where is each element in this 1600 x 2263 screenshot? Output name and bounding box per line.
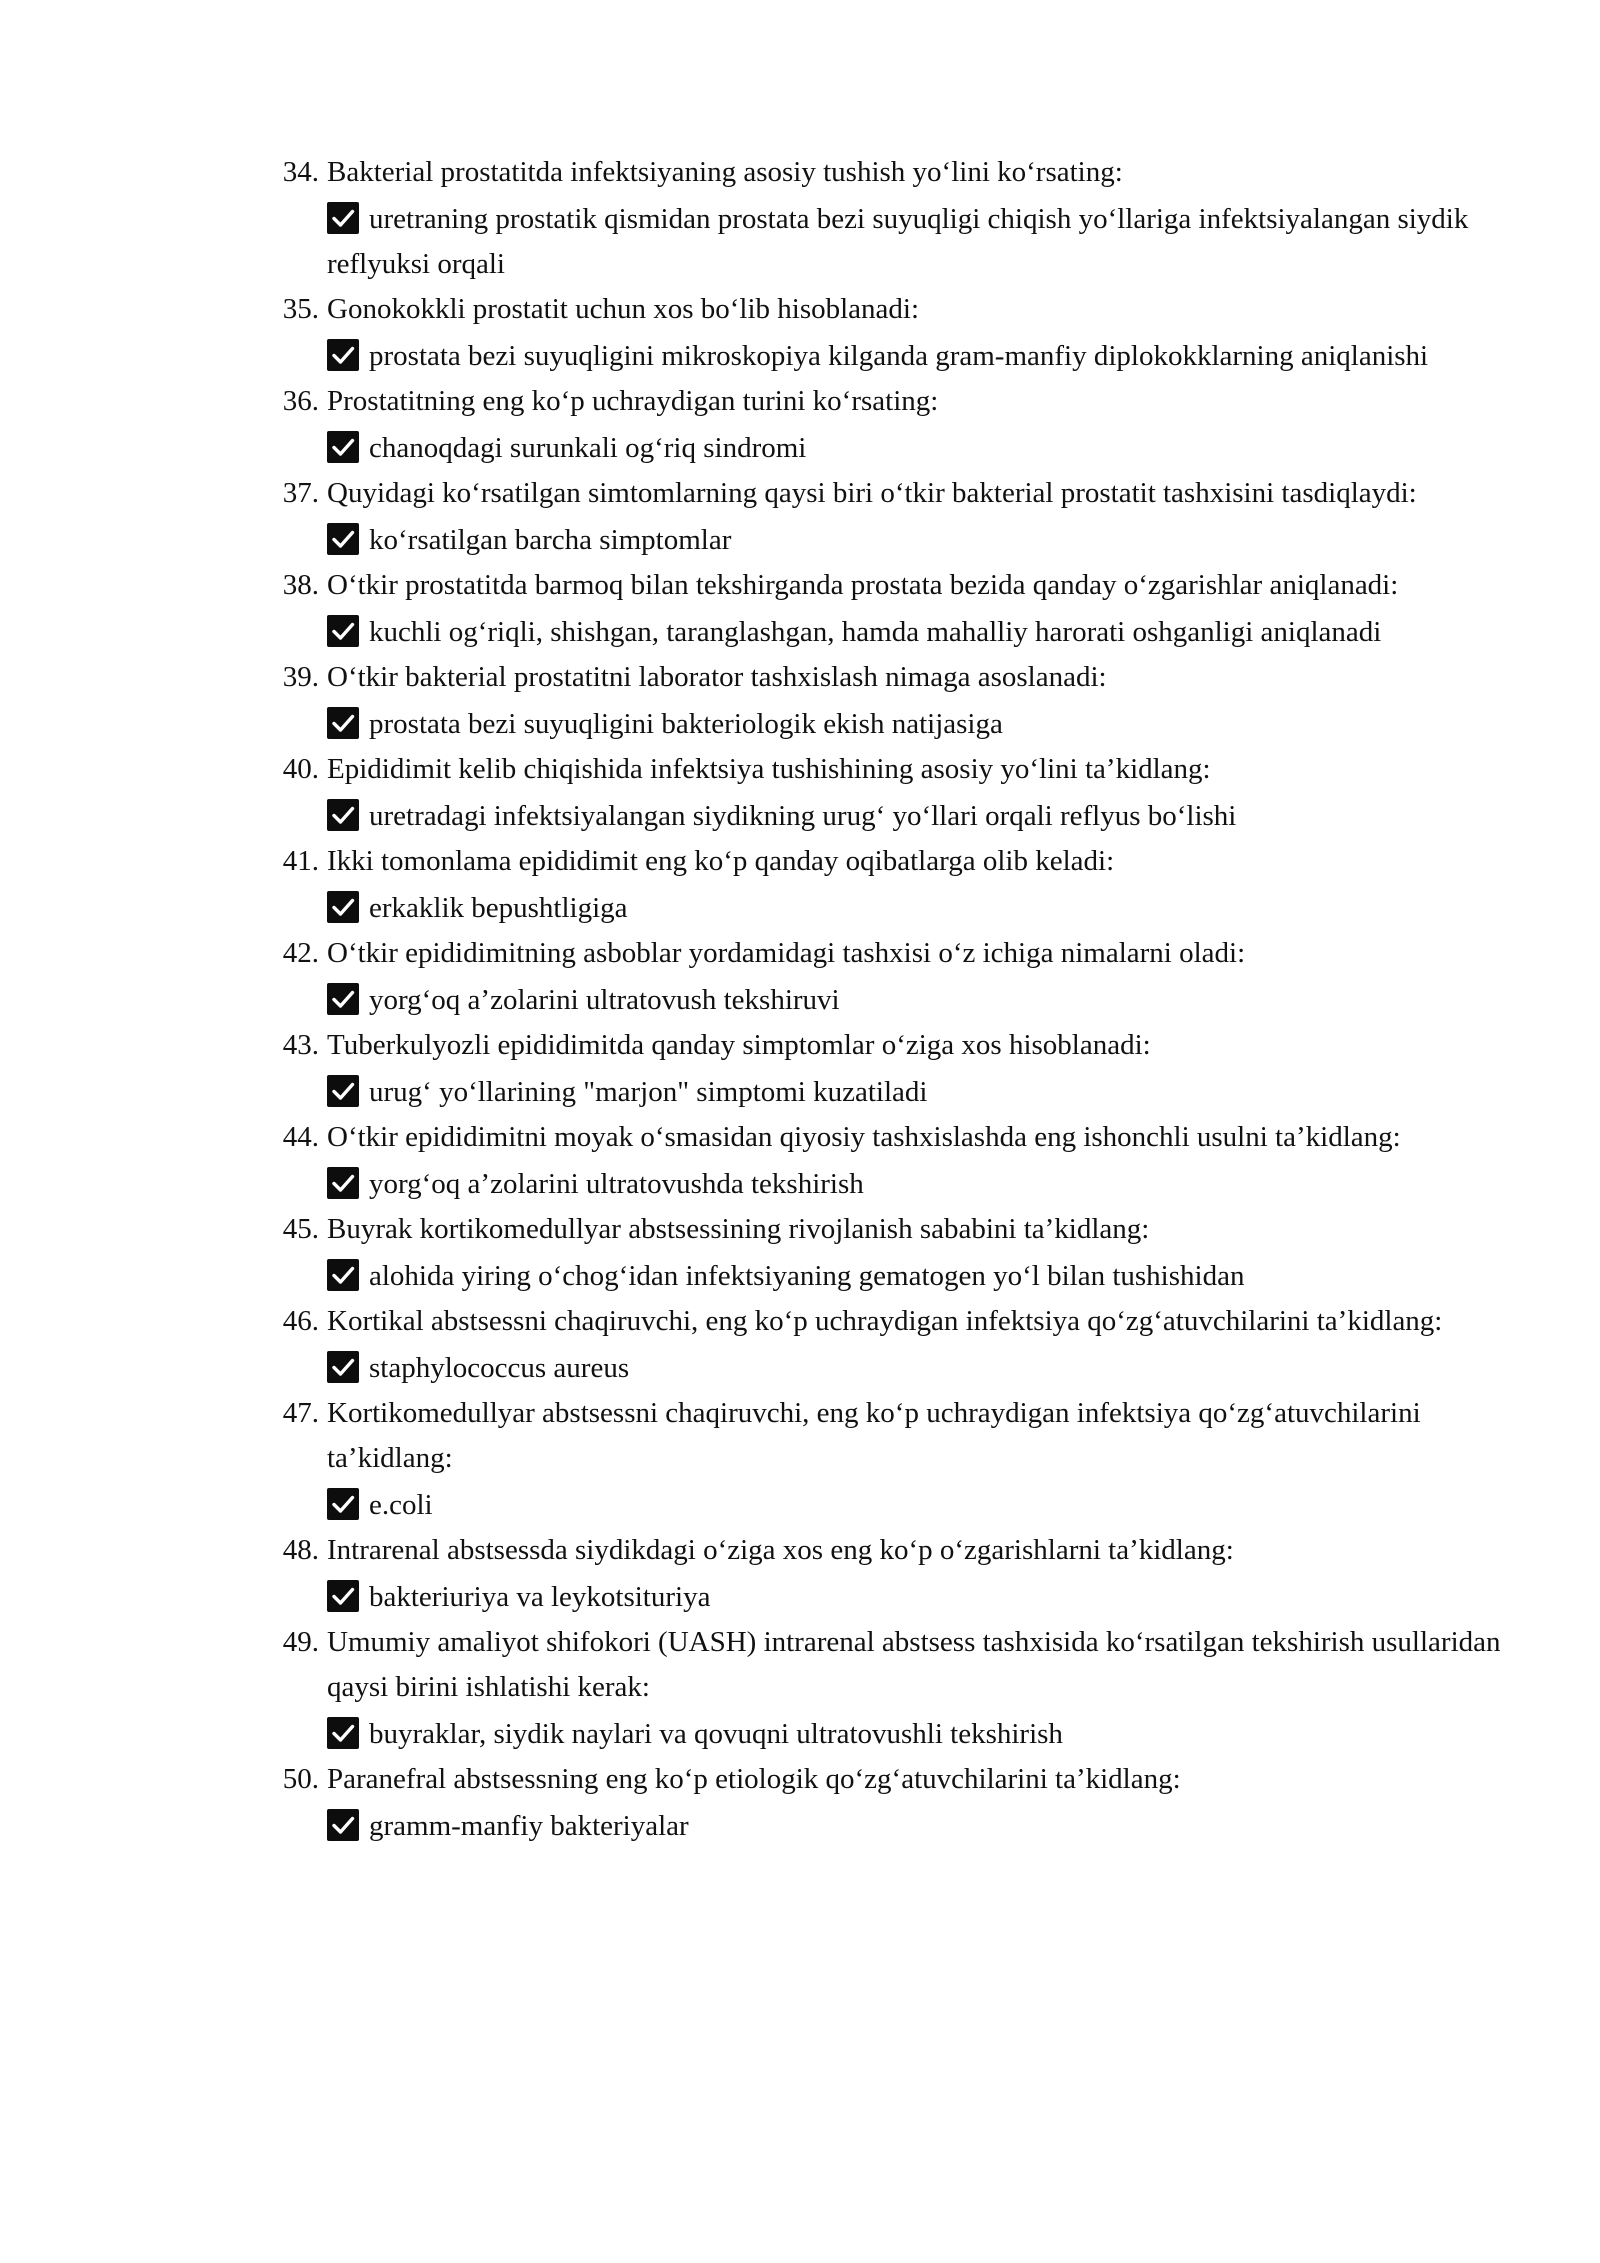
question-number: 42.	[282, 937, 319, 969]
checkbox-checked-icon	[327, 1351, 359, 1383]
question-number: 45.	[282, 1213, 319, 1245]
checkbox-checked-icon	[327, 202, 359, 234]
answer-text: bakteriuriya va leykotsituriya	[369, 1581, 711, 1613]
checkbox-checked-icon	[327, 523, 359, 555]
question-text: O‘tkir bakterial prostatitni laborator tashxislash nimaga asoslanadi:	[327, 661, 1107, 693]
checkbox-checked-icon	[327, 799, 359, 831]
question-item	[275, 1299, 1520, 1344]
answer-text: e.coli	[369, 1489, 433, 1521]
answer-item	[275, 1346, 1520, 1391]
question-number: 35.	[282, 293, 319, 325]
question-text: Epididimit kelib chiqishida infektsiya tushishining asosiy yo‘lini ta’kidlang:	[327, 753, 1211, 785]
question-number: 37.	[282, 477, 319, 509]
answer-text: yorg‘oq a’zolarini ultratovushda tekshirish	[369, 1168, 864, 1200]
question-number: 47.	[282, 1397, 319, 1429]
question-number: 38.	[282, 569, 319, 601]
answer-text: kuchli og‘riqli, shishgan, taranglashgan, hamda mahalliy harorati oshganligi aniqlanadi	[369, 616, 1382, 648]
answer-item	[275, 978, 1520, 1023]
answer-item	[275, 1712, 1520, 1757]
answer-item	[275, 1804, 1520, 1849]
question-item	[275, 1023, 1520, 1068]
answer-text: urug‘ yo‘llarining "marjon" simptomi kuzatiladi	[369, 1076, 928, 1108]
checkbox-checked-icon	[327, 431, 359, 463]
question-text: O‘tkir epididimitni moyak o‘smasidan qiyosiy tashxislashda eng ishonchli usulni ta’kidlang:	[327, 1121, 1401, 1153]
question-text: Gonokokkli prostatit uchun xos bo‘lib hisoblanadi:	[327, 293, 920, 325]
answer-item	[275, 1254, 1520, 1299]
question-item	[275, 931, 1520, 976]
question-text: Paranefral abstsessning eng ko‘p etiologik qo‘zg‘atuvchilarini ta’kidlang:	[327, 1763, 1181, 1795]
question-number: 43.	[282, 1029, 319, 1061]
answer-text: buyraklar, siydik naylari va qovuqni ultratovushli tekshirish	[369, 1718, 1063, 1750]
checkbox-checked-icon	[327, 1259, 359, 1291]
answer-text: chanoqdagi surunkali og‘riq sindromi	[369, 432, 807, 464]
question-list	[275, 150, 1520, 1849]
question-item	[275, 379, 1520, 424]
checkbox-checked-icon	[327, 1580, 359, 1612]
checkbox-checked-icon	[327, 1075, 359, 1107]
checkbox-checked-icon	[327, 707, 359, 739]
question-item	[275, 150, 1520, 195]
question-number: 34.	[282, 156, 319, 188]
question-item	[275, 471, 1520, 516]
checkbox-checked-icon	[327, 1809, 359, 1841]
answer-item	[275, 1070, 1520, 1115]
question-item	[275, 1207, 1520, 1252]
checkbox-checked-icon	[327, 1488, 359, 1520]
answer-text: uretraning prostatik qismidan prostata bezi suyuqligi chiqish yo‘llariga infektsiyalangan siydik reflyuksi orqali	[327, 203, 1469, 280]
question-number: 44.	[282, 1121, 319, 1153]
question-number: 36.	[282, 385, 319, 417]
question-item	[275, 1528, 1520, 1573]
question-item	[275, 1620, 1520, 1710]
question-item	[275, 287, 1520, 332]
question-item	[275, 1115, 1520, 1160]
question-text: O‘tkir prostatitda barmoq bilan tekshirganda prostata bezida qanday o‘zgarishlar aniqlanadi:	[327, 569, 1399, 601]
answer-item	[275, 1483, 1520, 1528]
question-number: 48.	[282, 1534, 319, 1566]
question-number: 39.	[282, 661, 319, 693]
checkbox-checked-icon	[327, 615, 359, 647]
answer-text: alohida yiring o‘chog‘idan infektsiyaning gematogen yo‘l bilan tushishidan	[369, 1260, 1245, 1292]
answer-item	[275, 1162, 1520, 1207]
checkbox-checked-icon	[327, 1717, 359, 1749]
answer-text: yorg‘oq a’zolarini ultratovush tekshiruvi	[369, 984, 840, 1016]
checkbox-checked-icon	[327, 983, 359, 1015]
question-text: Bakterial prostatitda infektsiyaning asosiy tushish yo‘lini ko‘rsating:	[327, 156, 1123, 188]
answer-item	[275, 197, 1520, 287]
question-text: Prostatitning eng ko‘p uchraydigan turini ko‘rsating:	[327, 385, 939, 417]
question-text: O‘tkir epididimitning asboblar yordamidagi tashxisi o‘z ichiga nimalarni oladi:	[327, 937, 1246, 969]
question-item	[275, 1757, 1520, 1802]
question-item	[275, 839, 1520, 884]
question-item	[275, 563, 1520, 608]
answer-text: staphylococcus aureus	[369, 1352, 630, 1384]
question-text: Kortikal abstsessni chaqiruvchi, eng ko‘p uchraydigan infektsiya qo‘zg‘atuvchilarini ta’kidlang:	[327, 1305, 1443, 1337]
question-number: 50.	[282, 1763, 319, 1795]
question-text: Kortikomedullyar abstsessni chaqiruvchi, eng ko‘p uchraydigan infektsiya qo‘zg‘atuvchilarini ta’kidlang:	[327, 1397, 1421, 1474]
answer-text: ko‘rsatilgan barcha simptomlar	[369, 524, 732, 556]
question-text: Ikki tomonlama epididimit eng ko‘p qanday oqibatlarga olib keladi:	[327, 845, 1115, 877]
question-number: 41.	[282, 845, 319, 877]
question-item	[275, 1391, 1520, 1481]
answer-item	[275, 886, 1520, 931]
answer-item	[275, 1575, 1520, 1620]
checkbox-checked-icon	[327, 1167, 359, 1199]
question-item	[275, 747, 1520, 792]
answer-text: prostata bezi suyuqligini mikroskopiya kilganda gram-manfiy diplokokklarning aniqlanishi	[369, 340, 1429, 372]
question-text: Intrarenal abstsessda siydikdagi o‘ziga xos eng ko‘p o‘zgarishlarni ta’kidlang:	[327, 1534, 1234, 1566]
question-text: Tuberkulyozli epididimitda qanday simptomlar o‘ziga xos hisoblanadi:	[327, 1029, 1151, 1061]
question-item	[275, 655, 1520, 700]
answer-item	[275, 334, 1520, 379]
question-number: 40.	[282, 753, 319, 785]
checkbox-checked-icon	[327, 891, 359, 923]
answer-text: uretradagi infektsiyalangan siydikning urug‘ yo‘llari orqali reflyus bo‘lishi	[369, 800, 1237, 832]
checkbox-checked-icon	[327, 339, 359, 371]
answer-item	[275, 426, 1520, 471]
question-number: 49.	[282, 1626, 319, 1658]
answer-text: prostata bezi suyuqligini bakteriologik ekish natijasiga	[369, 708, 1003, 740]
answer-item	[275, 610, 1520, 655]
question-text: Quyidagi ko‘rsatilgan simtomlarning qaysi biri o‘tkir bakterial prostatit tashxisini tasdiqlaydi:	[327, 477, 1417, 509]
question-number: 46.	[282, 1305, 319, 1337]
answer-text: gramm-manfiy bakteriyalar	[369, 1810, 689, 1842]
answer-item	[275, 794, 1520, 839]
answer-text: erkaklik bepushtligiga	[369, 892, 628, 924]
answer-item	[275, 702, 1520, 747]
question-text: Buyrak kortikomedullyar abstsessining rivojlanish sababini ta’kidlang:	[327, 1213, 1150, 1245]
answer-item	[275, 518, 1520, 563]
question-text: Umumiy amaliyot shifokori (UASH) intrarenal abstsess tashxisida ko‘rsatilgan tekshirish usullaridan qaysi birini ishlatishi kerak:	[327, 1626, 1501, 1703]
